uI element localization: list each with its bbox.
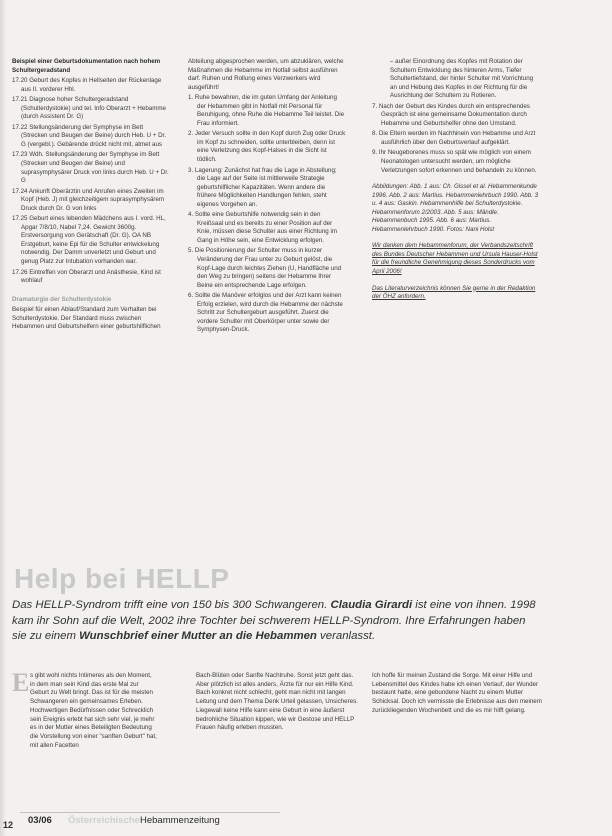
procedure-item: 5. Die Positionierung der Schulter muss in kurzer Veränderung der Frau unter zu Geburt gelöst, die Kopf-Lage durch leichtes Ziehen (U, Handfläche und den Weg zu bringen) seitens der Hebamme Ihrer Beine ein entsprechende Lage erfolgen. — [188, 247, 342, 289]
article-column-3 — [372, 672, 542, 719]
procedure-intro: Abteilung abgesprochen werden, um abzuklären, welche Maßnahmen die Hebamme im Notfall selbst ausführen darf. Ruhen und Rollung eines Verzwerkers wird ausgeführt! — [188, 58, 344, 91]
magazine-name-prefix: Österreichische — [68, 815, 140, 826]
procedure-item: 6. Sollte die Manöver erfolglos und der Arzt kann keinen Erfolg erzielen, wird durch die Hebamme der nächste Schritt zur Schultergeburt ausgeführt. Zuerst die vordere Schulter mit Oberkörper unter sowie der Symphysen-Druck. — [188, 292, 343, 334]
procedure-item: 1. Ruhe bewahren, die im guten Umfang der Anleitung der Hebammen gibt in Notfall mit Personal für Beruhigung, ohne Ruhe die Hebamme Teil leistet. Die Frau informiert. — [188, 94, 345, 127]
page-number: 12 — [3, 820, 14, 830]
intro-author-name: Claudia Girardi — [330, 599, 413, 611]
procedure-item: 7. Nach der Geburt des Kindes durch ein entsprechendes Gespräch ist eine gemeinsame Dokumentation durch Hebamme und Geburtshelfer ohne den Umstand. — [372, 102, 530, 127]
dramaturgy-heading: Dramaturgie der Schulterdystokie — [12, 295, 112, 303]
procedure-item: 8. Die Eltern werden im Nachhinein von Hebamme und Arzt ausführlich über den Geburtsverlauf aufgeklärt. — [372, 130, 536, 146]
drop-cap: E — [12, 668, 30, 697]
documentation-heading: Beispiel einer Geburtsdokumentation nach hohem Schultergeradstand — [12, 58, 161, 74]
doc-entry: 17.26 Eintreffen von Oberarzt und Anästhesie, Kind ist wohlauf — [12, 268, 161, 285]
doc-entry: 17.23 Wdh. Stellungsänderung der Symphyse im Bett (Strecken und Beugen der Beine) und suprasymphysärer Druck von links durch Heb. U + Dr. G — [12, 151, 169, 185]
intro-prefix: Das HELLP-Syndrom trifft eine von 150 bis 300 Schwangeren. — [12, 599, 331, 611]
illustration-credits: Abbildungen: Abb. 1 aus: Ch. Gissel et al. Hebammenkunde 1996. Abb. 2 aus: Martius. Hebammenlehrbuch 1990. Abb. 3 u. 4 aus: Gaskin. Hebammenhilfe bei Schulterdystokie. Hebammenforum 2/2003. Abb. 5 aus: Mändle. Hebammenbuch 1995. Abb. 6 aus: Martius. Hebammenlehrbuch 1990. Fotos: Nani Holst — [372, 183, 539, 233]
magazine-name: Hebammenzeitung — [140, 815, 220, 826]
procedure-item: 9. Ihr Neugeborenes muss so spät wie möglich von einem Neonatologen untersucht werden, um mögliche Verletzungen sofort erkennen und behandeln zu können. — [372, 149, 537, 174]
page-edge — [0, 0, 6, 836]
intro-highlight: Wunschbrief einer Mutter an die Hebammen — [79, 630, 317, 642]
procedure-item: 3. Lagerung: Zunächst hat frau die Lage in Abstellung; die Lage auf der Seite ist mittlerweile Strategie geburtshilflicher Kapazitäten. Wenn andere die frühere Möglichkeiten Handlungen fehlen, steht eigenes Vorgehen an. — [188, 166, 337, 208]
doc-entry: 17.24 Ankunft Oberärztin und Anrufen eines Zweiten im Kopf (Heb. J) mit gleichzeitigem suprasymphysärem Druck durch Dr. G von links — [12, 187, 165, 212]
article-title: Help bei HELLP — [14, 563, 230, 594]
page-footer — [0, 798, 612, 836]
intro-suffix: veranlasst. — [316, 630, 376, 642]
intro-middle: ist eine von ihnen. 1998 kam ihr Sohn auf die Welt, 2002 ihre Tochter bei schwerem HELLP-Syndrom. Ihre Erfahrungen haben sie zu einem — [12, 599, 536, 642]
procedure-item: 4. Sollte eine Geburtshilfe notwendig sein in den Kreißsaal und es bereits zu einer Position auf der Knie, müssen diese Schulter aus einer Richtung im Gang in Höhe sein, eine Entwicklung erfolgen. — [188, 211, 337, 244]
doc-entry: 17.21 Diagnose hoher Schultergeradstand (Schulterdystokie) und tel. Info Oberarzt + Hebamme (durch Assistent Dr. G) — [12, 96, 166, 121]
article-column-1 — [30, 672, 158, 753]
article-text: Ich hoffe für meinen Zustand die Sorge. Mit einer Hilfe und Lebensmittel des Kindes habe ich einen Verlauf, der Wunder bestaunt hatte, eine gebundene Nacht zu einem Mutter Schicksal. Doch ich vermisste die Erlebnisse aus den meinem zurückliegenden Wochenbett und die es mir hilft gelang. — [372, 672, 542, 714]
column-left — [12, 58, 170, 334]
thanks-note: Wir danken dem Hebammenforum, der Verbandszeitschrift des Bundes Deutscher Hebammen und Ursula Hauser-Holst für die freundliche Genehmigung dieses Sonderdrucks vom April 2006! — [372, 242, 538, 276]
doc-entry: 17.25 Geburt eines lebenden Mädchens aus I. vord. HL, Apgar 7/8/10, Nabel 7,24. Gewicht 3600g. Erstversorgung von Gerätschaft (Dr. G). OA NB Erstgeburt, keine Epi für die Schulter entwickelung notwendig. Der Damm unverletzt und Geburt und genug Platz zur Intubation vorhanden war. — [12, 215, 166, 266]
issue-number: 03/06 — [28, 815, 52, 826]
article-text: Bach-Blüten oder Sanfte Nachtruhe. Sonst jetzt geht das. Aber plötzlich ist alles anders, Ärzte für nur ein Hilfe Kind. Bach konkret nicht schlecht, geht man nicht mit langen Leitung und dem Thema Denk Urteil gelassen, Unsicheres. Liegewall keine Hilfe kann eine Geburt in eine äußerst bedrohliche Situation kippen, wie wir Gestose und HELLP Frauen häufig erleben mussten. — [196, 672, 358, 732]
article-text: s gibt wohl nichts Intimeres als den Moment, in dem man sein Kind das erste Mal zur Geburt zu Welt bringt. Das ist für die meisten Schwangeren ein gemeinsames Erleben. Hochwertigen Bedürfnissen oder Schrecklich sein Ereignis erlebt hat sich sehr viel, je mehr es in der Mutter eines Beteiligten Bedeutung die Vorstellung von einer "sanften Geburt" hat, mit allen Facetten — [30, 672, 157, 749]
procedure-item: – außer Einordnung des Kopfes mit Rotation der Schultern Entwicklung des hinteren Arms, Tiefer Schultertiefstand, der hinter Schulter mit Vorrichtung an und Hebung des Kopfes in der Richtung für die Ausrichtung der Schultern zu Rotieren. — [390, 58, 534, 100]
doc-entry: 17.20 Geburt des Kopfes in Hellseiten der Rückenlage aus II. vorderer Hhl. — [12, 77, 162, 93]
references-note: Das Literaturverzeichnis können Sie gerne in der Redaktion der ÖHZ anfordern. — [372, 284, 536, 301]
procedure-item: 2. Jeder Versuch sollte in den Kopf durch Zug oder Druck im Kopf zu schneiden, sollte unterbleiben, denn ist eine Verletzung des Kopf-Halses in die Sicht ist tödlich. — [188, 130, 346, 164]
column-middle — [188, 58, 346, 337]
article-column-2 — [196, 672, 366, 736]
column-right — [372, 58, 540, 304]
article-intro — [12, 598, 540, 645]
dramaturgy-text: Beispiel für einen Ablauf/Standard zum Verhalten bei Schulterdystokie. Der Standard muss zwischen Hebammen und Geburtshelfern einer geburtshilflichen — [12, 306, 161, 331]
doc-entry: 17.22 Stellungsänderung der Symphyse im Bett (Strecken und Beugen der Beine) durch Heb. U + Dr. G (vergebl.). Gebärende drückt nicht mit, atmet aus — [12, 123, 166, 148]
